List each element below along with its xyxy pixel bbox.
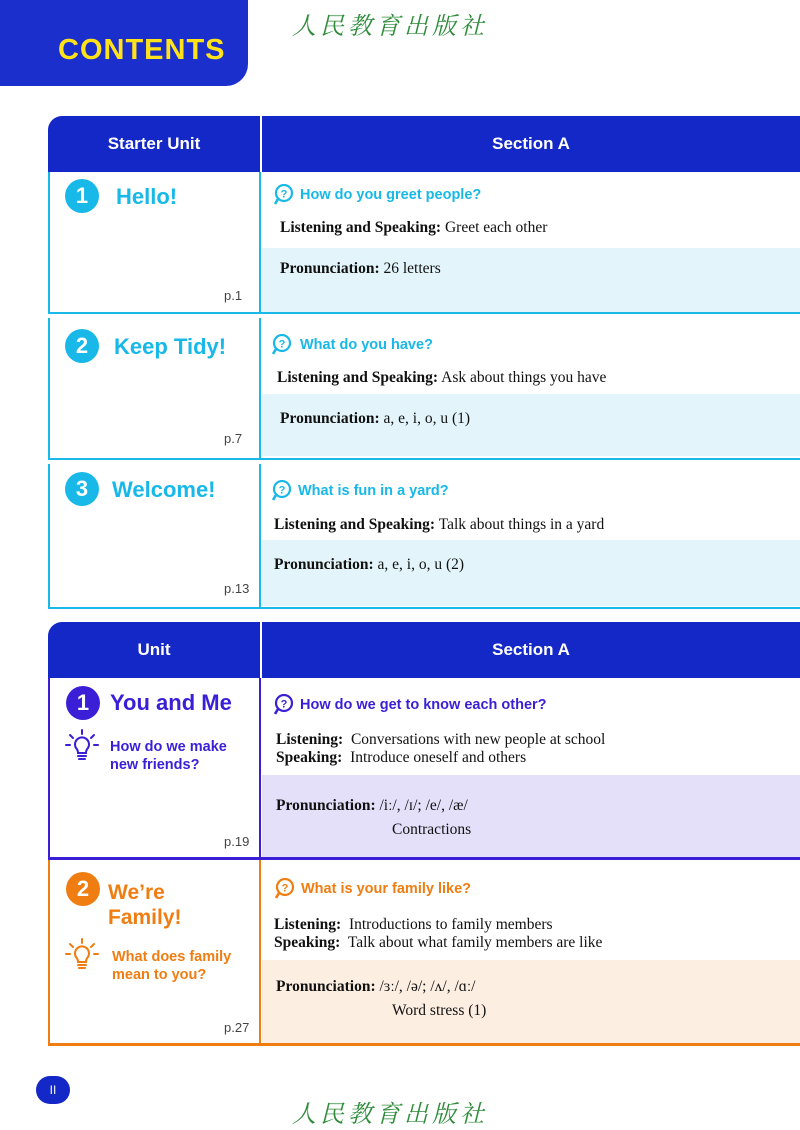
- row-border: [48, 860, 50, 1045]
- unit-title: We’re Family!: [108, 881, 182, 929]
- unit-number-badge: 2: [66, 872, 100, 906]
- lightbulb-icon: [64, 728, 100, 764]
- unit-number-badge: 2: [65, 329, 99, 363]
- page-number-badge: II: [36, 1076, 70, 1104]
- row-separator: [48, 607, 800, 609]
- essential-question: How do you greet people?: [300, 187, 482, 203]
- pronunciation-line-2: Contractions: [392, 821, 472, 838]
- publisher-logo-footer: 人民教育出版社: [292, 1100, 488, 1128]
- essential-question: What do you have?: [300, 337, 433, 353]
- page-ref: p.1: [224, 288, 243, 303]
- row-divider: [259, 318, 261, 458]
- unit-number-badge: 1: [66, 686, 100, 720]
- page-ref: p.27: [224, 1020, 250, 1035]
- big-question: How do we make new friends?: [110, 739, 227, 773]
- unit-number-badge: 3: [65, 472, 99, 506]
- question-magnifier-icon: [274, 184, 296, 206]
- pronunciation-band: [262, 248, 800, 312]
- row-divider: [259, 464, 261, 608]
- publisher-logo: 人民教育出版社: [292, 12, 488, 40]
- svg-text:?: ?: [280, 188, 288, 201]
- unit-title: Keep Tidy!: [114, 334, 227, 359]
- listening-speaking-line: Listening and Speaking: Ask about things you have: [277, 369, 607, 386]
- row-separator: [48, 857, 800, 860]
- row-separator: [48, 312, 800, 314]
- pronunciation-band: [262, 775, 800, 857]
- page-ref: p.7: [224, 431, 243, 446]
- contents-header: [0, 0, 248, 86]
- unit-title: Hello!: [116, 184, 178, 209]
- row-separator: [48, 458, 800, 460]
- question-magnifier-icon: [272, 480, 294, 502]
- row-separator: [48, 1043, 800, 1046]
- row-border: [48, 464, 50, 608]
- unit-title: You and Me: [110, 690, 232, 715]
- svg-text:?: ?: [278, 484, 286, 497]
- starter-col-header: Starter Unit: [48, 116, 260, 172]
- section-a-col-header: Section A: [262, 622, 800, 678]
- speaking-line: Speaking: Introduce oneself and others: [276, 749, 527, 766]
- pronunciation-line: Pronunciation: a, e, i, o, u (2): [274, 556, 465, 573]
- row-border: [48, 678, 50, 859]
- row-divider: [259, 678, 261, 859]
- listening-line: Listening: Introductions to family members: [274, 916, 553, 933]
- question-magnifier-icon: [275, 878, 297, 900]
- page-title: CONTENTS: [58, 34, 226, 66]
- unit-number-badge: 1: [65, 179, 99, 213]
- lightbulb-icon: [64, 937, 100, 973]
- unit-col-header: Unit: [48, 622, 260, 678]
- pronunciation-band: [262, 960, 800, 1044]
- big-question: What does family mean to you?: [112, 949, 232, 983]
- essential-question: What is your family like?: [301, 881, 472, 897]
- row-border: [48, 318, 50, 458]
- pronunciation-line: Pronunciation: /iː/, /ɪ/; /e/, /æ/: [276, 797, 468, 814]
- listening-speaking-line: Listening and Speaking: Talk about things in a yard: [274, 516, 605, 533]
- question-magnifier-icon: [272, 334, 294, 356]
- pronunciation-line: Pronunciation: a, e, i, o, u (1): [280, 410, 471, 427]
- unit-title: Welcome!: [112, 477, 216, 502]
- listening-line: Listening: Conversations with new people at school: [276, 731, 606, 748]
- row-border: [48, 172, 50, 312]
- essential-question: How do we get to know each other?: [300, 697, 547, 713]
- pronunciation-line: Pronunciation: 26 letters: [280, 260, 441, 277]
- svg-text:?: ?: [281, 882, 289, 895]
- page-ref: p.13: [224, 581, 250, 596]
- page-ref: p.19: [224, 834, 250, 849]
- row-divider: [259, 860, 261, 1045]
- svg-text:?: ?: [280, 698, 288, 711]
- row-divider: [259, 172, 261, 312]
- speaking-line: Speaking: Talk about what family members are like: [274, 934, 603, 951]
- essential-question: What is fun in a yard?: [298, 483, 449, 499]
- pronunciation-line-2: Word stress (1): [392, 1002, 487, 1019]
- listening-speaking-line: Listening and Speaking: Greet each other: [280, 219, 548, 236]
- section-a-col-header: Section A: [262, 116, 800, 172]
- question-magnifier-icon: [274, 694, 296, 716]
- pronunciation-line: Pronunciation: /ɜː/, /ə/; /ʌ/, /ɑː/: [276, 978, 476, 995]
- svg-text:?: ?: [278, 338, 286, 351]
